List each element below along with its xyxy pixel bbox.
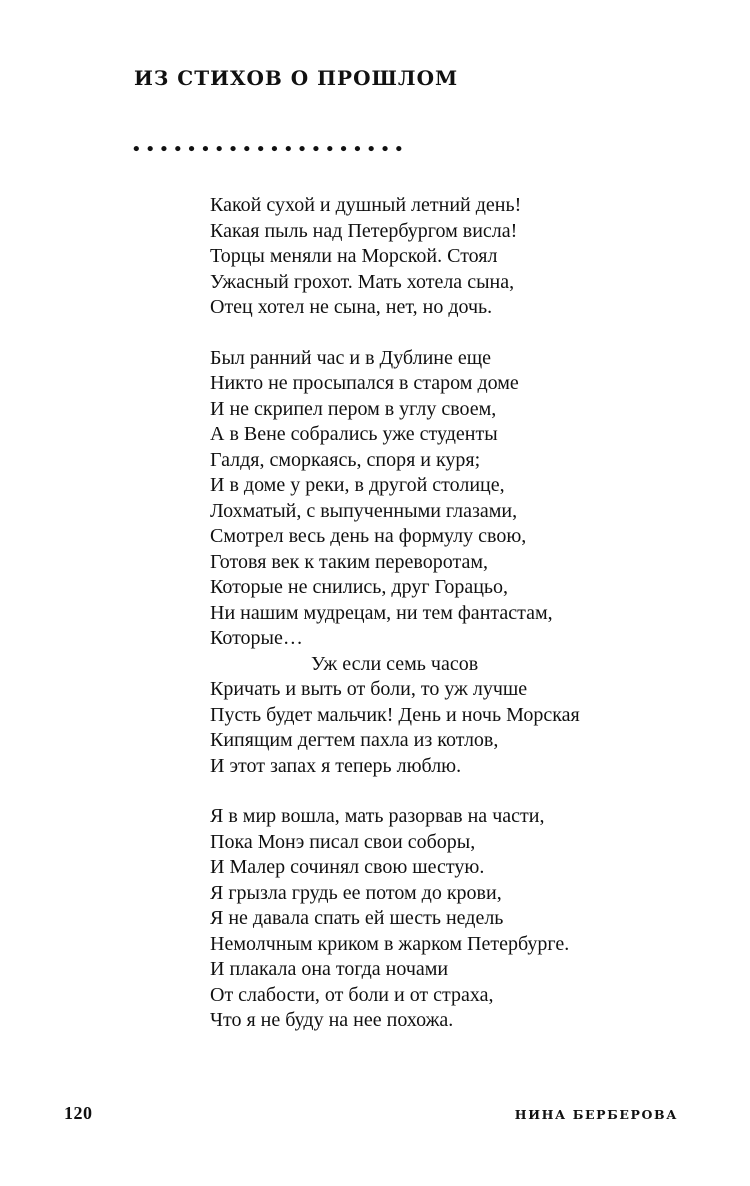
poem-line: И не скрипел пером в углу своем, — [210, 397, 497, 420]
poem-line: Готовя век к таким переворотам, — [210, 550, 488, 573]
poem-line: Ни нашим мудрецам, ни тем фантастам, — [210, 601, 553, 624]
poem-line: Торцы меняли на Морской. Стоял — [210, 245, 498, 267]
poem-line: Я не давала спать ей шесть недель — [210, 907, 504, 929]
page-number: 120 — [64, 1103, 93, 1123]
page-title: ИЗ СТИХОВ О ПРОШЛОМ — [134, 66, 459, 90]
poem-line: Какая пыль над Петербургом висла! — [210, 219, 518, 242]
poem-line: Пусть будет мальчик! День и ночь Морская — [210, 703, 580, 726]
poem-line: Кричать и выть от боли, то уж лучше — [210, 678, 528, 700]
poem-line-indented: Уж если семь часов — [311, 652, 479, 675]
poem-line: Я в мир вошла, мать разорвав на части, — [210, 805, 545, 827]
poem-line: Пока Монэ писал свои соборы, — [210, 830, 476, 853]
poem-line: Немолчным криком в жарком Петербурге. — [210, 932, 570, 955]
poem-line: Что я не буду на нее похожа. — [210, 1009, 454, 1031]
poem-line: От слабости, от боли и от страха, — [210, 983, 494, 1006]
poem-line: Никто не просыпался в старом доме — [210, 372, 519, 394]
poem-line: Смотрел весь день на формулу свою, — [210, 525, 527, 547]
stanza-gap — [210, 779, 580, 804]
poem-body — [210, 193, 580, 1034]
poem-line: И плакала она тогда ночами — [210, 958, 449, 980]
poem-line: И Малер сочинял свою шестую. — [210, 856, 485, 878]
poem-line: Лохматый, с выпученными глазами, — [210, 499, 518, 522]
stanza-1 — [210, 193, 580, 321]
poem-line: Ужасный грохот. Мать хотела сына, — [210, 270, 515, 293]
dotted-separator: •••••••••••••••••••• — [131, 139, 408, 160]
running-footer-author: НИНА БЕРБЕРОВА — [514, 1107, 678, 1122]
poem-line: Я грызла грудь ее потом до крови, — [210, 881, 502, 904]
stanza-3 — [210, 804, 580, 1034]
poem-line: Кипящим дегтем пахла из котлов, — [210, 729, 499, 751]
stanza-2 — [210, 346, 580, 780]
poem-line: И этот запах я теперь люблю. — [210, 754, 462, 777]
poem-line: Отец хотел не сына, нет, но дочь. — [210, 296, 493, 318]
poem-line: Какой сухой и душный летний день! — [210, 194, 522, 216]
poem-line: Был ранний час и в Дублине еще — [210, 346, 492, 369]
poem-line: Галдя, сморкаясь, споря и куря; — [210, 448, 481, 471]
stanza-gap — [210, 321, 580, 346]
poem-line: А в Вене собрались уже студенты — [210, 423, 498, 445]
poem-line: Которые… — [210, 627, 303, 649]
poem-line: Которые не снились, друг Горацьо, — [210, 576, 509, 598]
poem-line: И в доме у реки, в другой столице, — [210, 474, 505, 496]
